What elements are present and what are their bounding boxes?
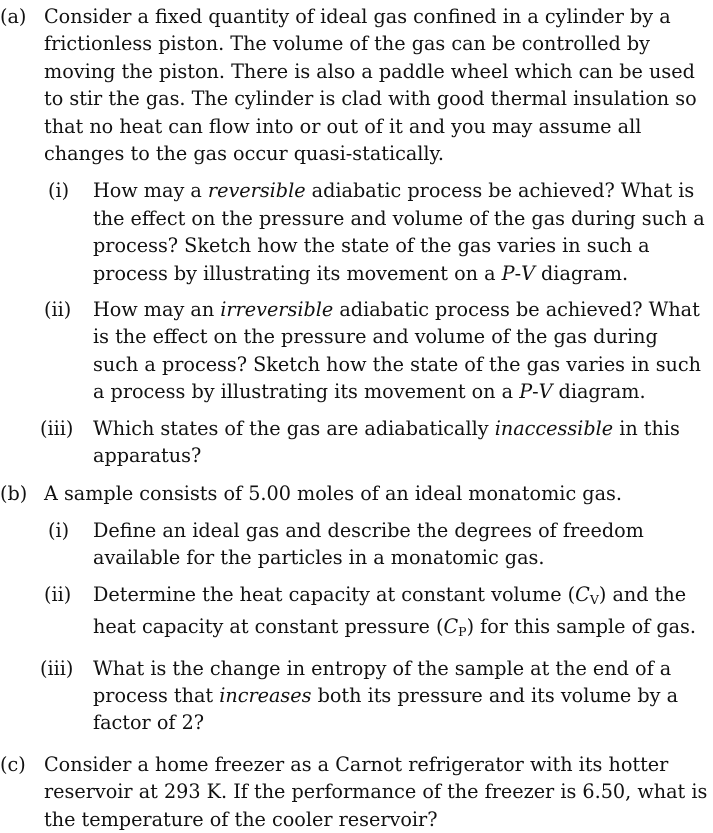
part-a-ii-dash: - bbox=[532, 380, 539, 404]
part-a-i-text-3: diagram. bbox=[534, 261, 629, 285]
part-b-intro: A sample consists of 5.00 moles of an ideal monatomic gas. bbox=[44, 481, 622, 505]
part-a-ii-label: (ii) bbox=[44, 298, 72, 322]
part-b-ii bbox=[44, 581, 709, 646]
part-b-ii-label: (ii) bbox=[44, 582, 72, 606]
part-c-label: (c) bbox=[0, 752, 26, 776]
part-b-i bbox=[44, 517, 709, 572]
part-b-ii-cv-symbol: C bbox=[575, 582, 590, 606]
part-a-ii-v-symbol: V bbox=[538, 380, 553, 404]
part-a-i-dash: - bbox=[514, 261, 522, 285]
part-a-iii-label: (iii) bbox=[40, 416, 74, 440]
part-a-i-text-2: adiabatic process be achieved? What is the effect on the pressure and volume of the gas during such a process? Sketch how the state of the gas varies in such a process by illustrating its movement on a bbox=[93, 179, 705, 285]
exam-question bbox=[0, 3, 713, 833]
part-b-subquestions bbox=[40, 517, 709, 737]
part-b-label: (b) bbox=[0, 481, 28, 505]
part-a-i-p-symbol: P bbox=[501, 261, 515, 285]
part-a bbox=[0, 3, 713, 470]
part-b-ii-cp-subscript: P bbox=[458, 624, 467, 640]
part-b-i-label: (i) bbox=[48, 518, 70, 542]
part-b-iii-emphasis: increases bbox=[219, 683, 312, 707]
part-b-iii bbox=[40, 655, 709, 737]
part-a-iii-text-1: Which states of the gas are adiabatically bbox=[93, 416, 495, 440]
part-b-iii-label: (iii) bbox=[40, 656, 74, 680]
part-b-iii-text-2: both its pressure and its volume by a factor of 2? bbox=[93, 683, 679, 735]
part-a-intro: Consider a fixed quantity of ideal gas confined in a cylinder by a frictionless piston. The volume of the gas can be controlled by moving the piston. There is also a paddle wheel which can be used to stir the gas. The cylinder is clad with good thermal insulation so that no heat can flow into or out of it and you may assume all changes to the gas occur quasi-statically. bbox=[44, 5, 697, 166]
part-a-subquestions bbox=[40, 177, 709, 469]
part-b bbox=[0, 480, 713, 737]
part-a-ii-text-3: diagram. bbox=[552, 380, 646, 404]
part-b-ii-text-3: ) for this sample of gas. bbox=[466, 615, 696, 639]
part-a-ii-emphasis: irreversible bbox=[220, 298, 334, 322]
part-a-i-emphasis: reversible bbox=[207, 179, 306, 203]
part-a-ii-text-1: How may an bbox=[93, 298, 221, 322]
part-a-iii-emphasis: inaccessible bbox=[494, 416, 614, 440]
part-a-i-text-1: How may a bbox=[93, 179, 208, 203]
part-a-i-v-symbol: V bbox=[521, 261, 535, 285]
part-a-i-label: (i) bbox=[48, 179, 70, 203]
part-b-i-text: Define an ideal gas and describe the degrees of freedom available for the particles in a monatomic gas. bbox=[93, 518, 644, 570]
part-a-ii bbox=[44, 296, 709, 406]
part-b-ii-cp-symbol: C bbox=[443, 615, 459, 639]
part-a-label: (a) bbox=[0, 5, 27, 28]
part-b-ii-text-2: ) and the heat capacity at constant pressure ( bbox=[93, 582, 687, 639]
part-b-ii-text-1: Determine the heat capacity at constant volume ( bbox=[93, 582, 576, 606]
part-c-text: Consider a home freezer as a Carnot refrigerator with its hotter reservoir at 293 K. If the performance of the freezer is 6.50, what is the temperature of the cooler reservoir? bbox=[44, 752, 708, 831]
part-a-iii-text-2: in this apparatus? bbox=[93, 416, 680, 468]
part-a-i bbox=[44, 177, 709, 287]
part-b-iii-text-1: What is the change in entropy of the sample at the end of a process that bbox=[93, 656, 672, 707]
part-a-ii-text-2: adiabatic process be achieved? What is the effect on the pressure and volume of the gas during such a process? Sketch how the state of the gas varies in such a process by illustrating its movement on a bbox=[93, 298, 702, 404]
part-c bbox=[0, 751, 713, 833]
part-a-ii-p-symbol: P bbox=[519, 380, 533, 404]
part-a-iii bbox=[40, 415, 709, 470]
part-b-ii-cv-subscript: V bbox=[589, 591, 599, 607]
